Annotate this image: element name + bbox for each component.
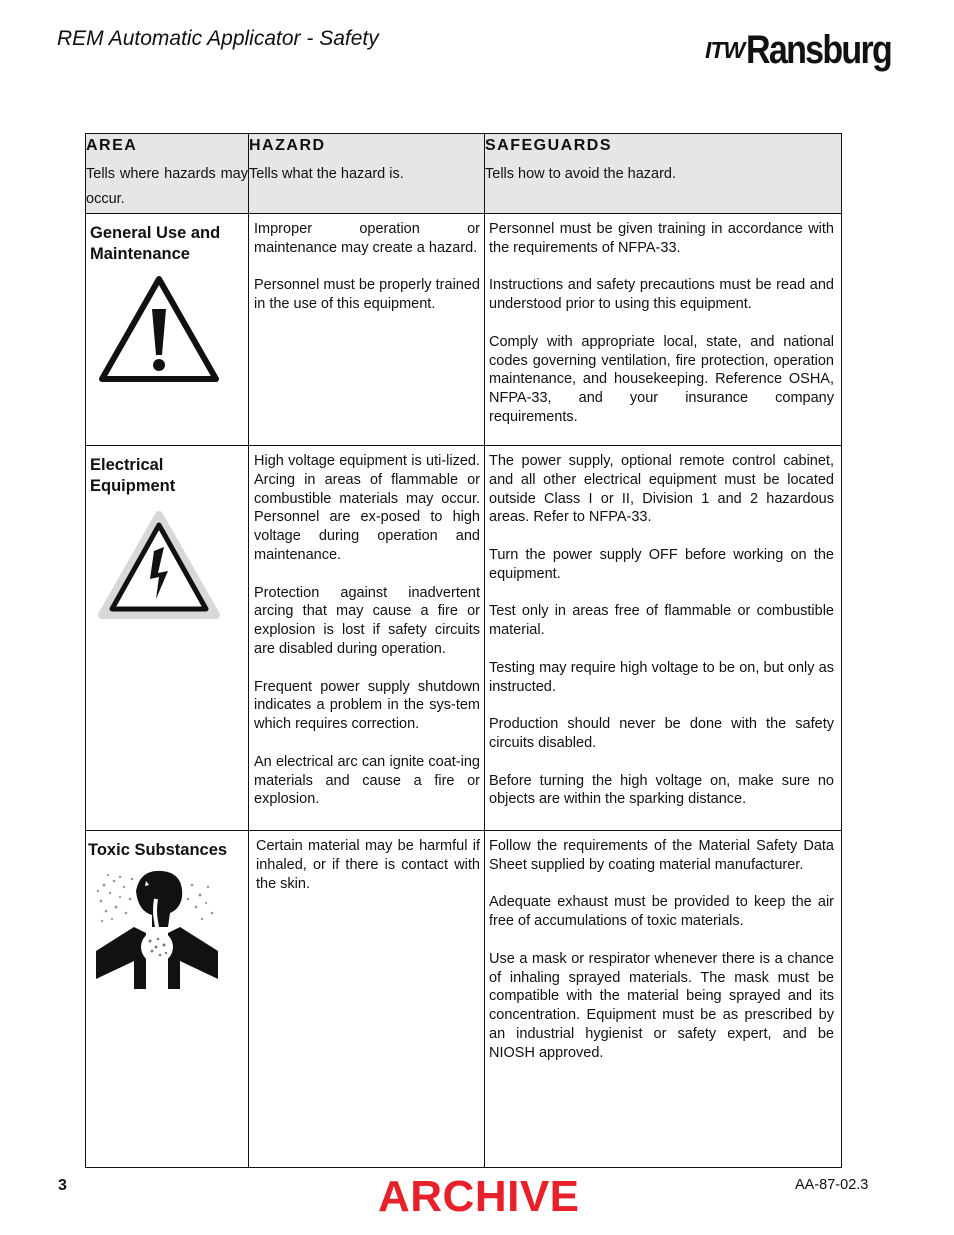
hazard-text: High voltage equipment is uti-lized. Arcing in areas of flammable or combustible materials may occur. Personnel are ex-posed to high voltage during operation and maintenance. xyxy=(254,453,480,563)
area-title: Toxic Substances xyxy=(88,841,228,859)
subheading-area: Tells where hazards may occur. xyxy=(86,166,248,207)
safeguard-text: Instructions and safety precautions must be read and understood prior to using this equipment. xyxy=(489,277,834,313)
logo-itw: ITW xyxy=(705,37,745,63)
hazard-cell xyxy=(249,446,485,831)
safeguard-text: The power supply, optional remote control cabinet, and all other electrical equipment must be located outside Class I or II, Division 1 and 2 hazardous areas. Refer to NFPA-33. xyxy=(489,453,834,526)
safeguard-cell xyxy=(485,831,842,1168)
toxic-inhalation-icon xyxy=(96,869,218,989)
document-number: AA-87-02.3 xyxy=(795,1177,869,1193)
safeguard-text: Use a mask or respirator whenever there is a chance of inhaling sprayed materials. The mask must be compatible with the material being sprayed and its concentration. Equipment must be as prescribed by an industrial hygienist or safety expert, and be NIOSH approved. xyxy=(489,950,834,1061)
safeguard-text: Test only in areas free of flammable or combustible material. xyxy=(489,603,834,639)
safeguard-text: Personnel must be given training in accordance with the requirements of NFPA-33. xyxy=(489,221,834,256)
area-cell xyxy=(86,214,249,446)
hazard-text: Improper operation or maintenance may create a hazard. xyxy=(254,221,480,256)
itw-ransburg-logo xyxy=(705,18,917,70)
safeguard-text: Comply with appropriate local, state, and national codes governing ventilation, fire protection, operation maintenance, and housekeeping. Reference OSHA, NFPA-33, and your insurance company requirements. xyxy=(489,333,834,425)
hazard-text: Frequent power supply shutdown indicates a problem in the sys-tem which requires correction. xyxy=(254,678,480,733)
warning-exclamation-icon xyxy=(98,275,220,385)
area-cell xyxy=(86,831,249,1168)
logo-brand: Ransburg xyxy=(746,28,892,72)
column-header-hazard xyxy=(249,134,485,214)
heading-safeguards: SAFEGUARDS xyxy=(485,137,613,154)
safeguard-text: Turn the power supply OFF before working on the equipment. xyxy=(489,546,834,582)
column-header-safeguards xyxy=(485,134,842,214)
safeguard-text: Before turning the high voltage on, make sure no objects are within the sparking distance. xyxy=(489,772,834,808)
safeguard-text: Testing may require high voltage to be on, but only as instructed. xyxy=(489,659,834,695)
safeguard-cell xyxy=(485,446,842,831)
safety-table xyxy=(85,133,842,1168)
column-header-area xyxy=(86,134,249,214)
safeguard-text: Adequate exhaust must be provided to keep the air free of accumulations of toxic materials. xyxy=(489,894,834,930)
hazard-cell xyxy=(249,214,485,446)
hazard-cell xyxy=(249,831,485,1168)
subheading-safeguards: Tells how to avoid the hazard. xyxy=(485,166,677,182)
area-title: General Use and Maintenance xyxy=(90,224,221,263)
heading-hazard: HAZARD xyxy=(249,137,326,154)
high-voltage-icon xyxy=(98,511,220,621)
page-title: REM Automatic Applicator - Safety xyxy=(57,27,379,50)
hazard-text: An electrical arc can ignite coat-ing materials and cause a fire or explosion. xyxy=(254,753,480,808)
safeguard-text: Follow the requirements of the Material Safety Data Sheet supplied by coating material manufacturer. xyxy=(489,838,834,873)
page-number: 3 xyxy=(58,1177,67,1194)
safeguard-text: Production should never be done with the safety circuits disabled. xyxy=(489,716,834,751)
table-row xyxy=(86,214,842,446)
hazard-text: Certain material may be harmful if inhaled, or if there is contact with the skin. xyxy=(256,838,480,892)
table-header-row xyxy=(86,134,842,214)
area-title: Electrical Equipment xyxy=(90,456,176,495)
subheading-hazard: Tells what the hazard is. xyxy=(249,166,404,182)
table-row xyxy=(86,446,842,831)
archive-stamp: ARCHIVE xyxy=(378,1172,580,1221)
table-row xyxy=(86,831,842,1168)
heading-area: AREA xyxy=(86,137,138,154)
hazard-text: Personnel must be properly trained in the use of this equipment. xyxy=(254,277,480,313)
safeguard-cell xyxy=(485,214,842,446)
hazard-text: Protection against inadvertent arcing that may cause a fire or explosion is lost if safety circuits are disabled during operation. xyxy=(254,584,480,657)
area-cell xyxy=(86,446,249,831)
